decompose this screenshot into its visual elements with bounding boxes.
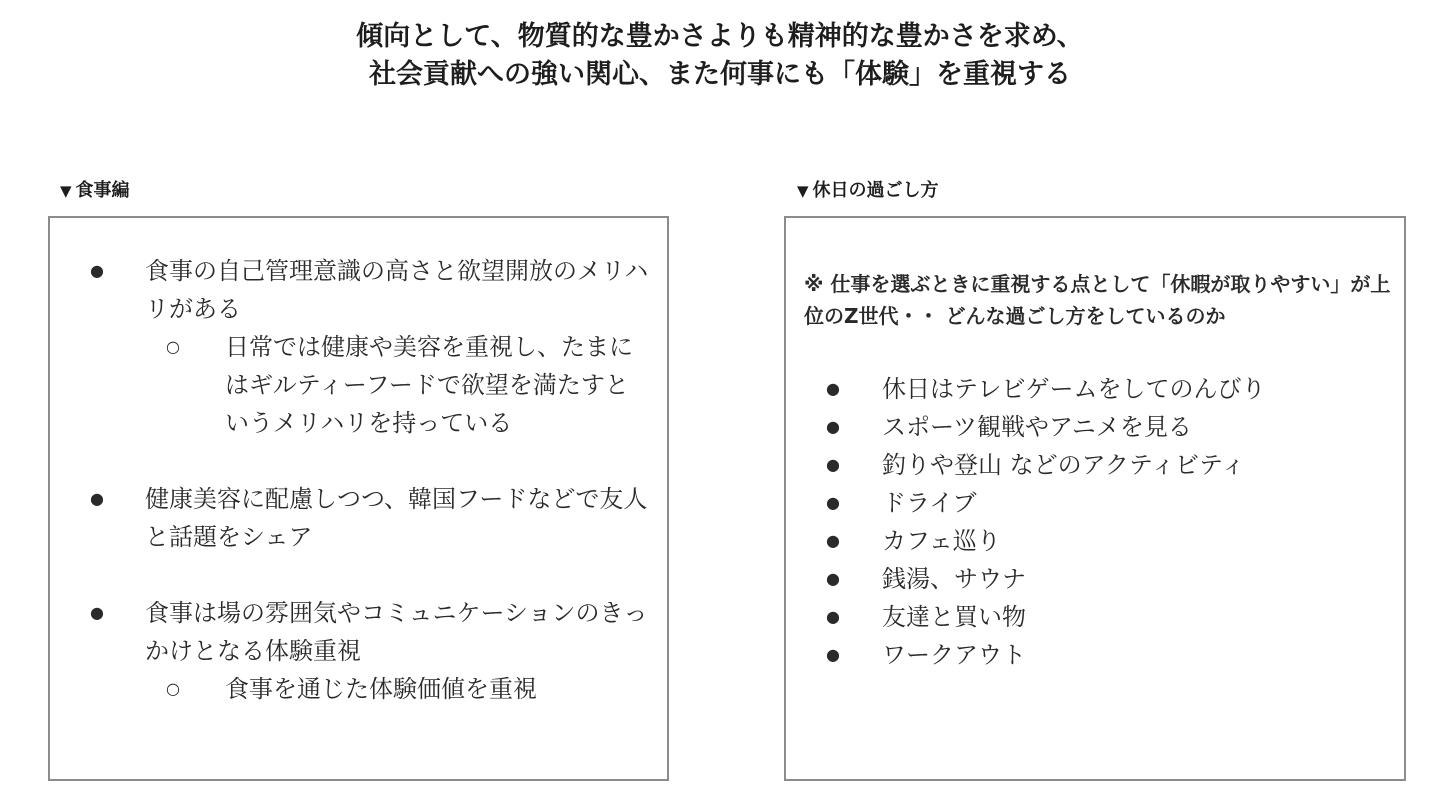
bullet-icon: ● [826, 645, 840, 664]
list-item [90, 480, 650, 556]
list-item [166, 328, 650, 442]
bullet-icon: ● [826, 455, 840, 474]
food-list [90, 252, 650, 708]
list-item [826, 446, 1386, 484]
list-item [826, 370, 1386, 408]
list-item [166, 670, 650, 708]
list-item [90, 252, 650, 442]
bullet-icon: ● [826, 493, 840, 512]
triangle-down-icon: ▼ [60, 182, 72, 200]
food-box [48, 216, 669, 781]
holiday-item-text: ドライブ [882, 489, 977, 517]
bullet-icon: ● [826, 417, 840, 436]
holiday-section-label [797, 176, 939, 202]
title-line-2: 社会貢献への強い関心、また何事にも「体験」を重視する [369, 59, 1071, 90]
circle-bullet-icon: ○ [166, 679, 180, 698]
list-item [826, 522, 1386, 560]
bullet-icon: ● [826, 607, 840, 626]
list-item [826, 408, 1386, 446]
bullet-icon: ● [826, 379, 840, 398]
holiday-item-text: カフェ巡り [882, 527, 1001, 555]
food-item-text: 食事の自己管理意識の高さと欲望開放のメリハリがある [145, 257, 649, 323]
triangle-down-icon: ▼ [797, 182, 809, 200]
holiday-item-text: 釣りや登山 などのアクティビティ [882, 451, 1246, 479]
bullet-icon: ● [90, 261, 104, 280]
list-item [826, 636, 1386, 674]
holiday-item-text: 銭湯、サウナ [882, 565, 1026, 593]
food-item-text: 食事は場の雰囲気やコミュニケーションのきっかけとなる体験重視 [145, 599, 648, 665]
bullet-icon: ● [826, 569, 840, 588]
food-subitem-text: 日常では健康や美容を重視し、たまにはギルティーフードで欲望を満たすというメリハリを持っている [225, 333, 633, 437]
bullet-icon: ● [90, 489, 104, 508]
page-title [0, 18, 1440, 94]
food-item-text: 健康美容に配慮しつつ、韓国フードなどで友人と話題をシェア [145, 485, 648, 551]
holiday-box [784, 216, 1406, 781]
food-section-label [60, 176, 130, 202]
bullet-icon: ● [90, 603, 104, 622]
list-item [826, 560, 1386, 598]
holiday-item-text: 休日はテレビゲームをしてのんびり [882, 375, 1266, 403]
bullet-icon: ● [826, 531, 840, 550]
circle-bullet-icon: ○ [166, 337, 180, 356]
list-item [90, 594, 650, 708]
holiday-item-text: ワークアウト [882, 641, 1026, 669]
list-item [826, 484, 1386, 522]
food-section-label-text: 食事編 [75, 180, 130, 201]
holiday-section-label-text: 休日の過ごし方 [812, 180, 939, 201]
food-subitem-text: 食事を通じた体験価値を重視 [225, 675, 537, 703]
holiday-note: ※ 仕事を選ぶときに重視する点として「休暇が取りやすい」が上位のZ世代・・ どんな過ごし方をしているのか [804, 272, 1391, 328]
holiday-item-text: スポーツ観戦やアニメを見る [882, 413, 1192, 441]
holiday-list [826, 370, 1386, 674]
title-line-1: 傾向として、物質的な豊かさよりも精神的な豊かさを求め、 [356, 21, 1084, 52]
holiday-item-text: 友達と買い物 [882, 603, 1026, 631]
list-item [826, 598, 1386, 636]
